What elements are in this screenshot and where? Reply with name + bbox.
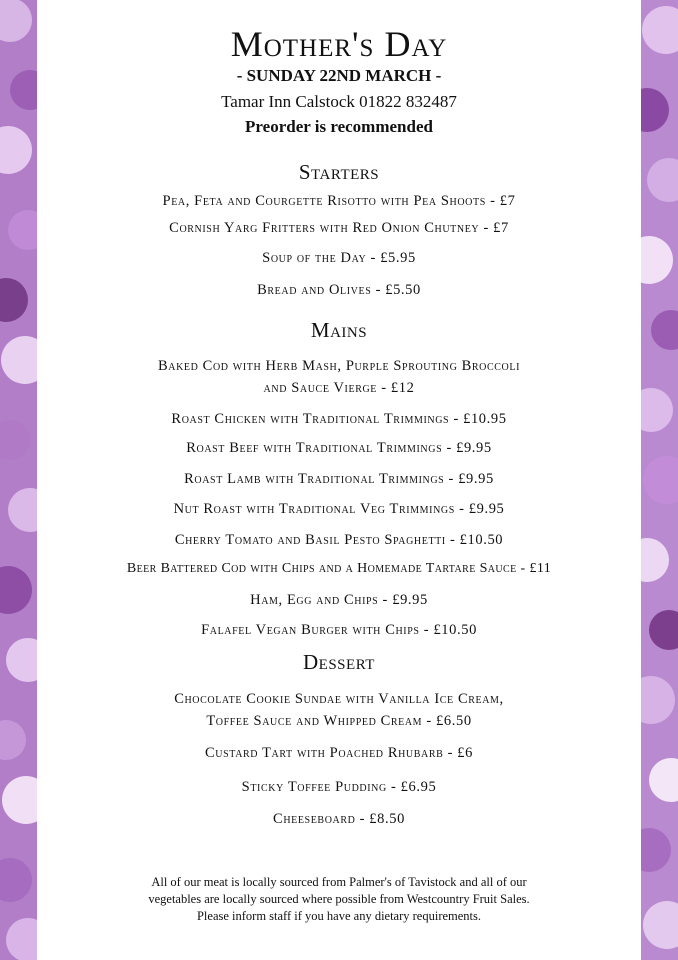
menu-item-line: Toffee Sauce and Whipped Cream - £6.50 [206,713,472,729]
menu-item: Nut Roast with Traditional Veg Trimmings - £9.95 [173,501,505,517]
menu-item: Pea, Feta and Courgette Risotto with Pea Shoots - £7 [162,193,516,209]
footer-line: Please inform staff if you have any dietary requirements. [196,909,482,923]
preorder-note: Preorder is recommended [245,117,433,136]
footer-line: All of our meat is locally sourced from Palmer's of Tavistock and all of our [151,875,527,889]
footer-line: vegetables are locally sourced where possible from Westcountry Fruit Sales. [148,892,530,906]
menu-page [37,0,641,960]
menu-item: Sticky Toffee Pudding - £6.95 [241,779,437,795]
menu-item [37,688,641,732]
menu-item: Roast Beef with Traditional Trimmings - £9.95 [186,440,492,456]
menu-item: Soup of the Day - £5.95 [262,250,416,266]
menu-item: Roast Chicken with Traditional Trimmings - £10.95 [171,411,507,427]
menu-item: Falafel Vegan Burger with Chips - £10.50 [201,622,477,638]
menu-item-line: Chocolate Cookie Sundae with Vanilla Ice Cream, [174,691,504,707]
menu-item: Cherry Tomato and Basil Pesto Spaghetti - £10.50 [174,532,504,548]
menu-item [37,355,641,399]
sourcing-note [77,874,601,925]
flower-border-left [0,0,37,960]
menu-item: Cornish Yarg Fritters with Red Onion Chutney - £7 [169,220,509,236]
starters-heading: Starters [298,160,380,184]
menu-item-line: Baked Cod with Herb Mash, Purple Sprouting Broccoli [158,358,520,374]
menu-item: Cheeseboard - £8.50 [273,811,405,827]
menu-item: Bread and Olives - £5.50 [257,282,421,298]
venue-contact: Tamar Inn Calstock 01822 832487 [221,92,457,111]
mains-heading: Mains [310,318,368,342]
flower-border-right [641,0,678,960]
lilac-flowers-image [641,0,678,960]
event-date: - SUNDAY 22ND MARCH - [236,66,442,85]
menu-item: Ham, Egg and Chips - £9.95 [250,592,428,608]
menu-title: Mother's Day [230,24,448,64]
menu-item: Beer Battered Cod with Chips and a Homemade Tartare Sauce - £11 [126,561,552,576]
menu-item-line: and Sauce Vierge - £12 [263,380,415,396]
menu-item: Custard Tart with Poached Rhubarb - £6 [205,745,473,761]
menu-item: Roast Lamb with Traditional Trimmings - £9.95 [184,471,494,487]
dessert-heading: Dessert [303,650,375,674]
lilac-flowers-image [0,0,37,960]
